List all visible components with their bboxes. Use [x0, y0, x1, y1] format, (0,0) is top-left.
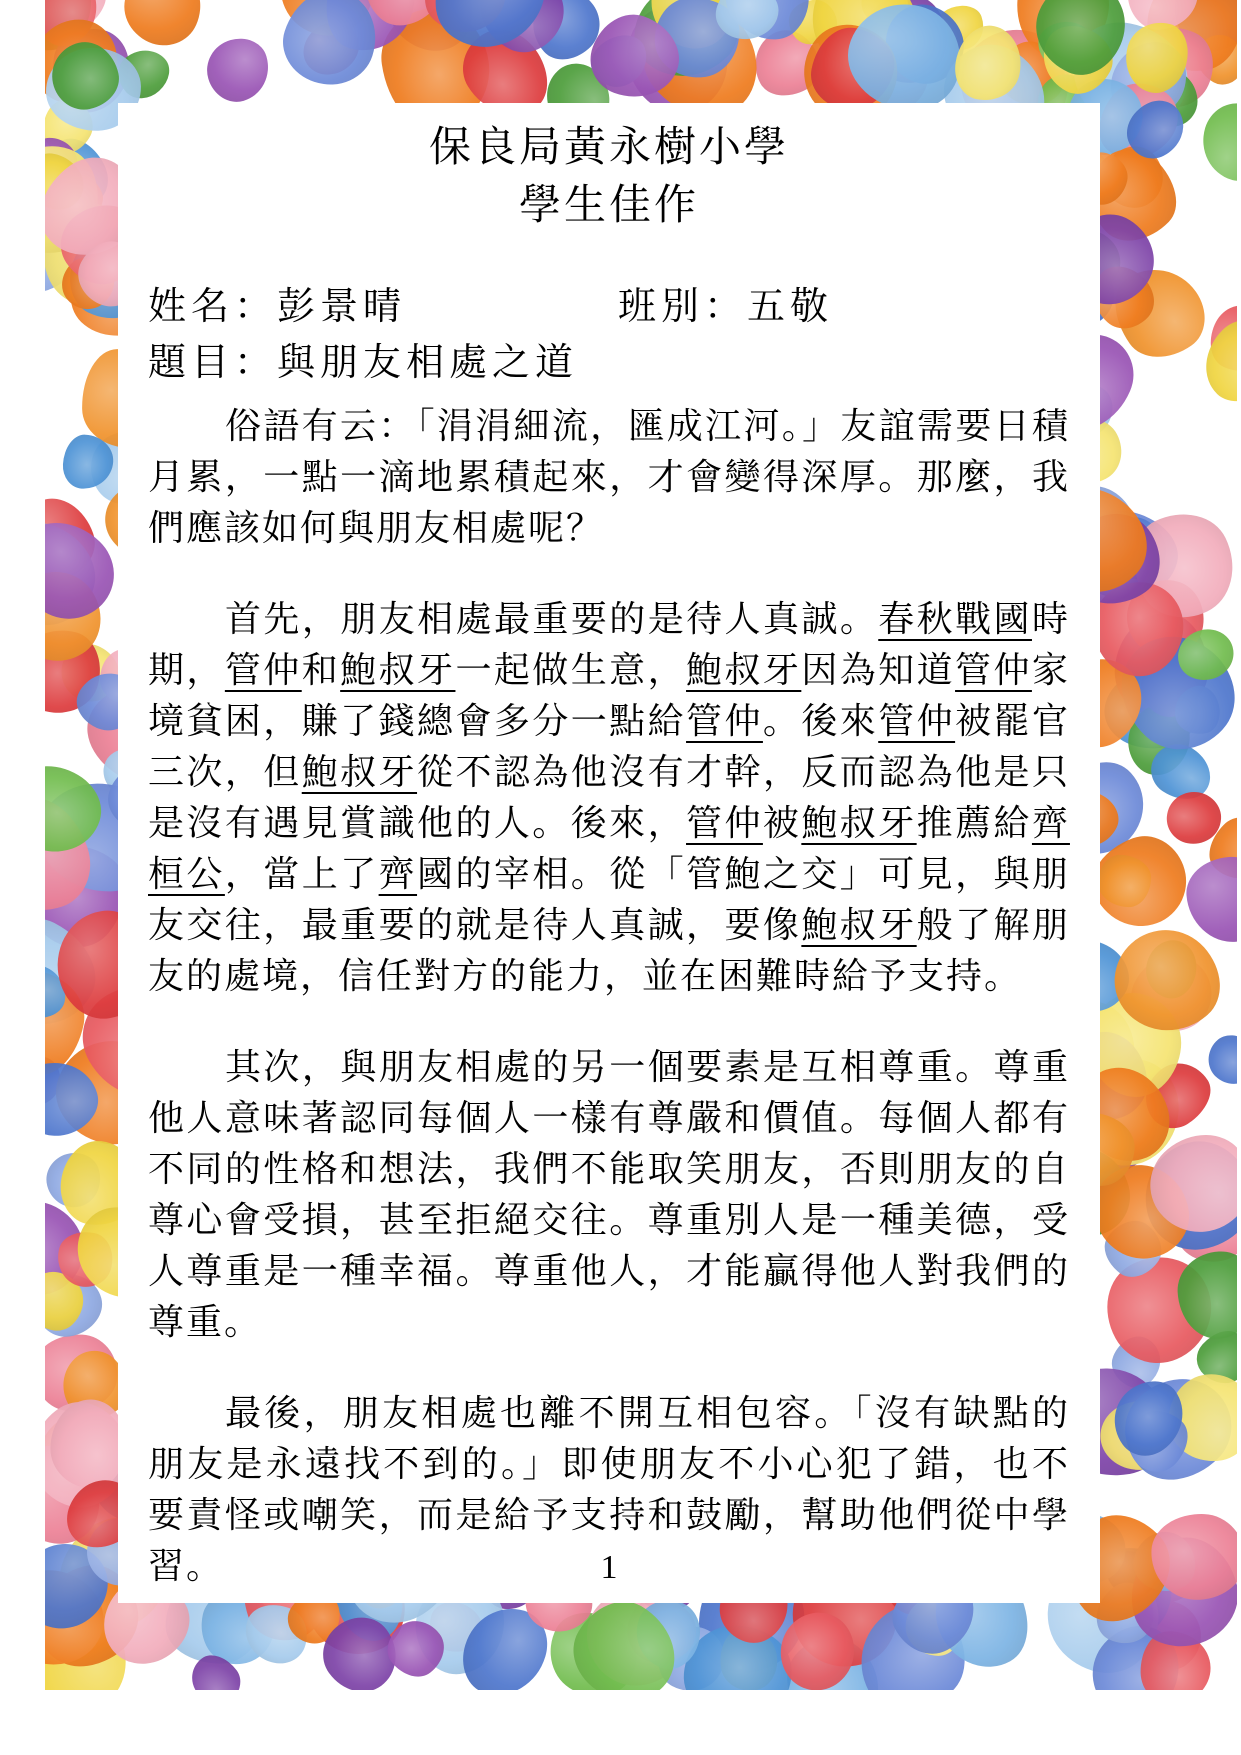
- watercolor-dot: [50, 1399, 127, 1489]
- text-segment: 時期，: [148, 599, 1070, 690]
- essay-body: [148, 401, 1070, 1592]
- text-segment: 被罷官三次，但: [148, 701, 1070, 792]
- essay-paragraph: [148, 594, 1070, 1002]
- essay-paragraph: [148, 401, 1070, 554]
- underlined-proper-noun: 鮑叔牙: [686, 650, 802, 690]
- topic-label: 題目：: [148, 342, 278, 384]
- underlined-proper-noun: 鮑叔牙: [340, 650, 456, 690]
- name-value: 彭景晴: [277, 286, 407, 328]
- underlined-proper-noun: 鮑叔牙: [801, 905, 917, 945]
- underlined-proper-noun: 鮑叔牙: [301, 752, 418, 792]
- text-segment: 被: [762, 803, 802, 843]
- underlined-proper-noun: 春秋戰國: [878, 599, 1032, 639]
- essay-paragraph: [148, 1042, 1070, 1348]
- class-label: 班別：: [618, 286, 748, 328]
- class-field: [618, 279, 833, 335]
- class-value: 五敬: [747, 286, 834, 328]
- text-segment: 首先，朋友相處最重要的是待人真誠。: [225, 599, 879, 639]
- text-segment: 一起做生意，: [455, 650, 687, 690]
- topic-value: 與朋友相處之道: [277, 342, 579, 384]
- watercolor-dot: [200, 32, 277, 109]
- watercolor-dot: [1194, 95, 1237, 188]
- text-segment: 般了解朋友的處境，信任對方的能力，並在困難時給予支持。: [148, 905, 1070, 996]
- info-block: [148, 279, 1070, 391]
- watercolor-dot: [113, 0, 213, 57]
- text-segment: 家境貧困，賺了錢總會多分一點給: [148, 650, 1070, 741]
- school-name: 保良局黃永樹小學: [428, 125, 789, 171]
- text-segment: 俗語有云：「涓涓細流，匯成江河。」友誼需要日積月累，一點一滴地累積起來，才會變得深厚。那麼，我們應該如何與朋友相處呢？: [148, 406, 1070, 548]
- text-segment: ，當上了: [224, 854, 379, 894]
- underlined-proper-noun: 管仲: [686, 803, 763, 843]
- name-class-row: [148, 279, 1070, 335]
- underlined-proper-noun: 管仲: [224, 650, 302, 690]
- name-label: 姓名：: [148, 286, 278, 328]
- page-number: 1: [600, 1549, 618, 1586]
- underlined-proper-noun: 管仲: [878, 701, 956, 741]
- watercolor-dot: [1098, 854, 1152, 907]
- text-segment: 推薦給: [916, 803, 1032, 843]
- text-segment: 和: [301, 650, 341, 690]
- underlined-proper-noun: 管仲: [955, 650, 1032, 690]
- text-segment: 國的宰相。從「管鮑之交」可見，與朋友交往，最重要的就是待人真誠，要像: [148, 854, 1070, 945]
- text-segment: 。後來: [762, 701, 879, 741]
- underlined-proper-noun: 鮑叔牙: [801, 803, 917, 843]
- doc-type: 學生佳作: [518, 183, 699, 229]
- text-segment: 其次，與朋友相處的另一個要素是互相尊重。尊重他人意味著認同每個人一樣有尊嚴和價值。每個人都有不同的性格和想法，我們不能取笑朋友，否則朋友的自尊心會受損，甚至拒絕交往。尊重別人是一種美德，受人尊重是一種幸福。尊重他人，才能贏得他人對我們的尊重。: [148, 1047, 1070, 1342]
- text-segment: 因為知道: [801, 650, 956, 690]
- underlined-proper-noun: 齊桓公: [148, 803, 1070, 894]
- underlined-proper-noun: 齊: [378, 854, 418, 894]
- underlined-proper-noun: 管仲: [686, 701, 763, 741]
- text-segment: 從不認為他沒有才幹，反而認為他是只是沒有遇見賞識他的人。後來，: [148, 752, 1070, 843]
- watercolor-dot: [1184, 854, 1237, 946]
- text-segment: 最後，朋友相處也離不開互相包容。「沒有缺點的朋友是永遠找不到的。」即使朋友不小心犯了錯，也不要責怪或嘲笑，而是給予支持和鼓勵，幫助他們從中學習。: [148, 1393, 1070, 1586]
- topic-row: [148, 335, 1070, 391]
- content-card: [118, 103, 1100, 1603]
